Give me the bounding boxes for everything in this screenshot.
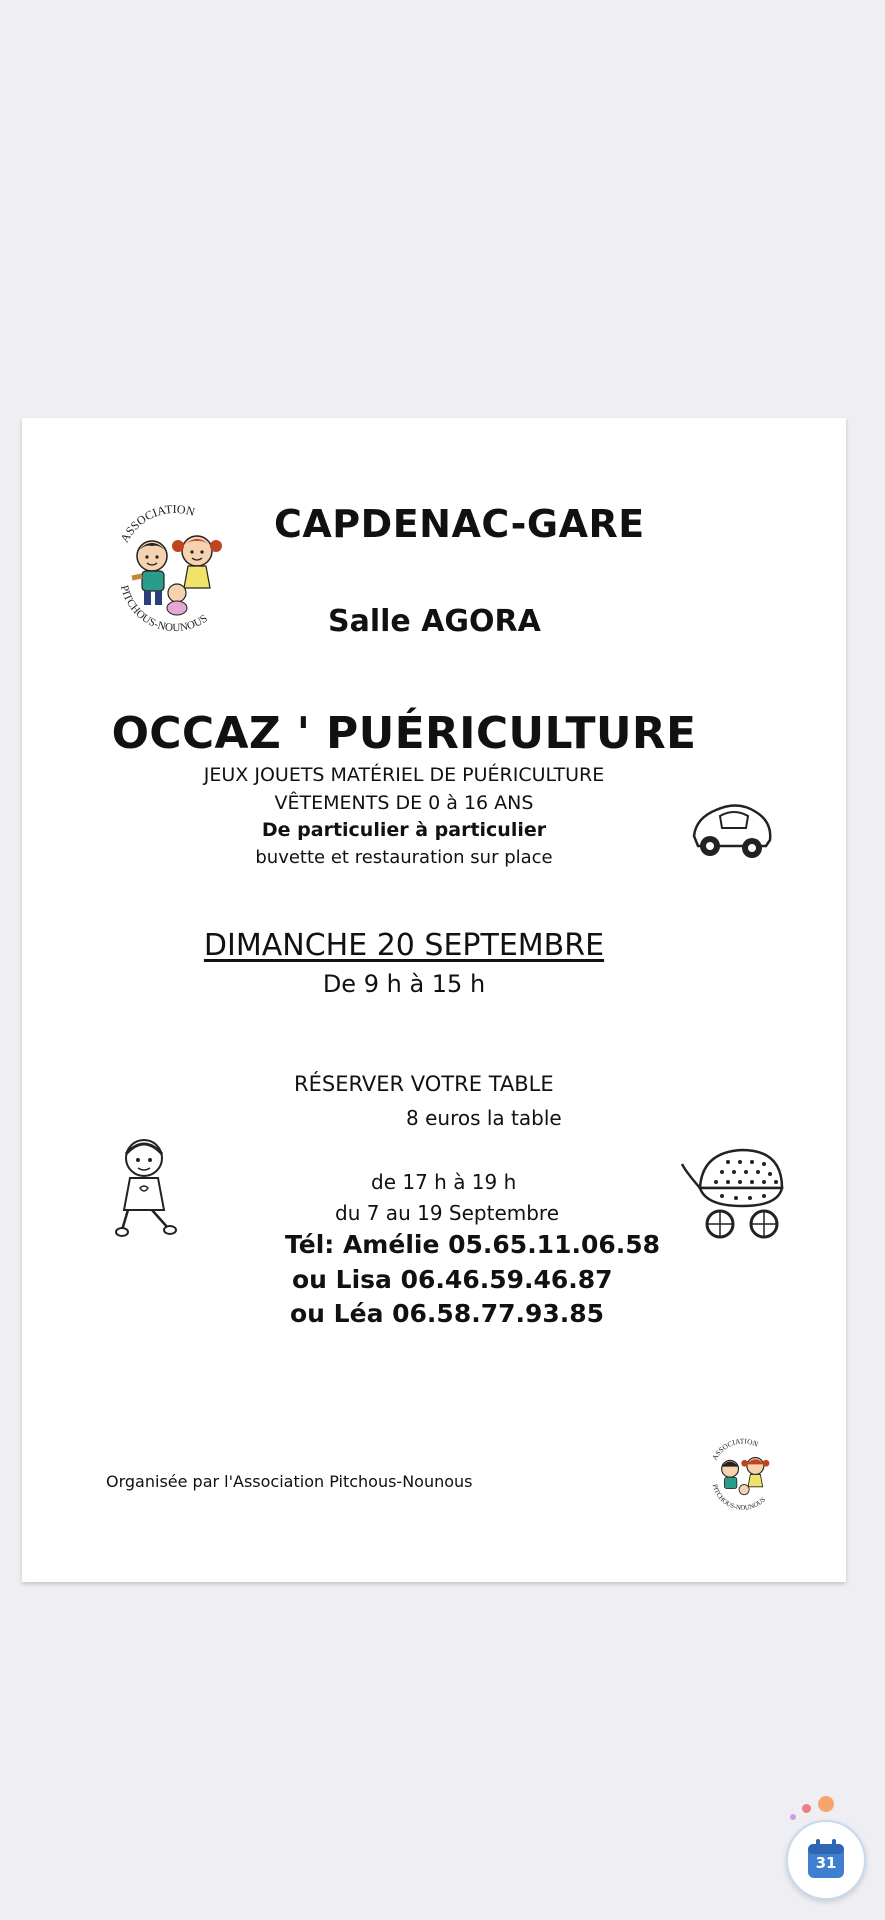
svg-text:PITCHOUS-NOUNOUS: PITCHOUS-NOUNOUS (117, 584, 210, 635)
reserve-heading: RÉSERVER VOTRE TABLE (294, 1072, 554, 1096)
contact-lisa: ou Lisa 06.46.59.46.87 (292, 1265, 613, 1294)
event-date: DIMANCHE 20 SEPTEMBRE (203, 928, 605, 963)
event-line-buvette: buvette et restauration sur place (255, 847, 553, 868)
association-logo (102, 496, 248, 642)
organizer-footer: Organisée par l'Association Pitchous-Nounous (106, 1472, 473, 1491)
event-line-clothes: VÊTEMENTS DE 0 à 16 ANS (274, 792, 534, 814)
contact-amelie: Tél: Amélie 05.65.11.06.58 (285, 1230, 661, 1259)
decorative-dot (818, 1796, 834, 1812)
event-title: OCCAZ ' PUÉRICULTURE (111, 708, 697, 759)
pram-icon (678, 1142, 792, 1242)
venue-heading: Salle AGORA (328, 604, 541, 639)
svg-text:ASSOCIATION: ASSOCIATION (709, 1436, 760, 1462)
decorative-dot (790, 1814, 796, 1820)
flyer-image[interactable] (22, 418, 846, 1582)
toy-car-icon (686, 794, 776, 864)
calendar-button[interactable] (786, 1820, 866, 1900)
association-logo-small (702, 1434, 784, 1516)
event-line-toys: JEUX JOUETS MATÉRIEL DE PUÉRICULTURE (203, 764, 605, 786)
event-line-particulier: De particulier à particulier (261, 819, 547, 841)
svg-text:PITCHOUS-NOUNOUS: PITCHOUS-NOUNOUS (710, 1483, 768, 1512)
doll-icon (104, 1132, 194, 1242)
city-heading: CAPDENAC-GARE (274, 502, 645, 546)
decorative-dot (802, 1804, 811, 1813)
reserve-hours: de 17 h à 19 h (371, 1170, 517, 1194)
contact-lea: ou Léa 06.58.77.93.85 (290, 1299, 605, 1328)
calendar-day-number: 31 (815, 1854, 837, 1872)
event-hours: De 9 h à 15 h (322, 970, 486, 998)
svg-text:ASSOCIATION: ASSOCIATION (117, 501, 197, 545)
table-price: 8 euros la table (406, 1106, 562, 1130)
reserve-dates: du 7 au 19 Septembre (335, 1201, 560, 1225)
